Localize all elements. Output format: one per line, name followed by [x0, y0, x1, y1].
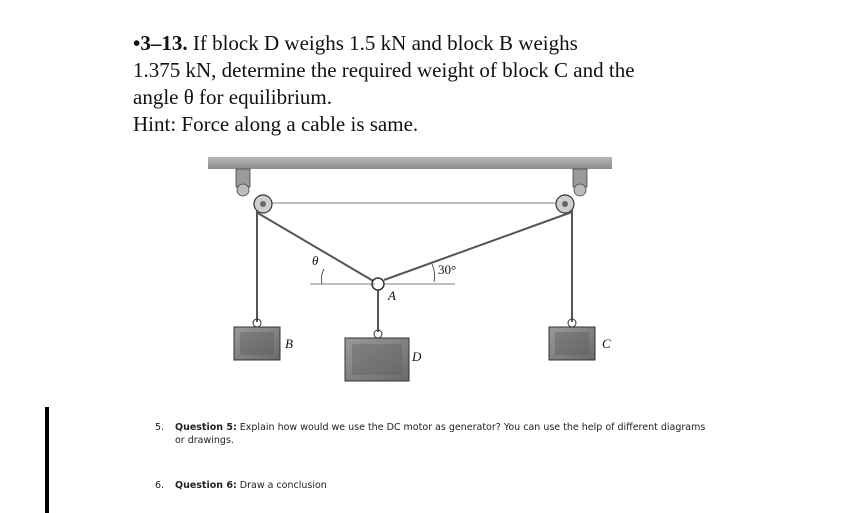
left-pulley	[236, 169, 272, 213]
problem-hint: Hint: Force along a cable is same.	[133, 112, 419, 136]
problem-line-1-text: If block D weighs 1.5 kN and block B weighs	[192, 31, 578, 55]
thirty-arc	[432, 264, 435, 282]
right-pulley	[556, 169, 587, 213]
cables	[256, 210, 572, 332]
question-6-title: Question 6:	[175, 480, 237, 491]
question-5-number: 5.	[155, 422, 165, 433]
ceiling	[208, 157, 612, 169]
question-5-title: Question 5:	[175, 422, 237, 433]
question-6	[155, 480, 327, 491]
label-d: D	[412, 349, 422, 364]
block-d	[345, 330, 409, 381]
question-6-text: Draw a conclusion	[239, 480, 327, 491]
questions-list	[155, 421, 715, 491]
label-theta: θ	[312, 253, 319, 268]
theta-arc	[321, 269, 324, 284]
label-c: C	[602, 336, 611, 351]
problem-line-2: 1.375 kN, determine the required weight of block C and the	[133, 58, 635, 82]
question-5	[155, 421, 715, 447]
block-b	[234, 319, 280, 360]
left-margin-bar	[45, 407, 49, 513]
problem-line-3: angle θ for equilibrium.	[133, 85, 333, 109]
question-5-text: Explain how would we use the DC motor as generator? You can use the help of different diagrams or drawings.	[175, 422, 706, 446]
label-a: A	[388, 288, 396, 303]
label-30-degrees: 30°	[438, 262, 457, 277]
question-6-number: 6.	[155, 480, 165, 491]
block-c	[549, 319, 595, 360]
label-b: B	[285, 336, 293, 351]
problem-number: •3–13.	[133, 31, 188, 55]
